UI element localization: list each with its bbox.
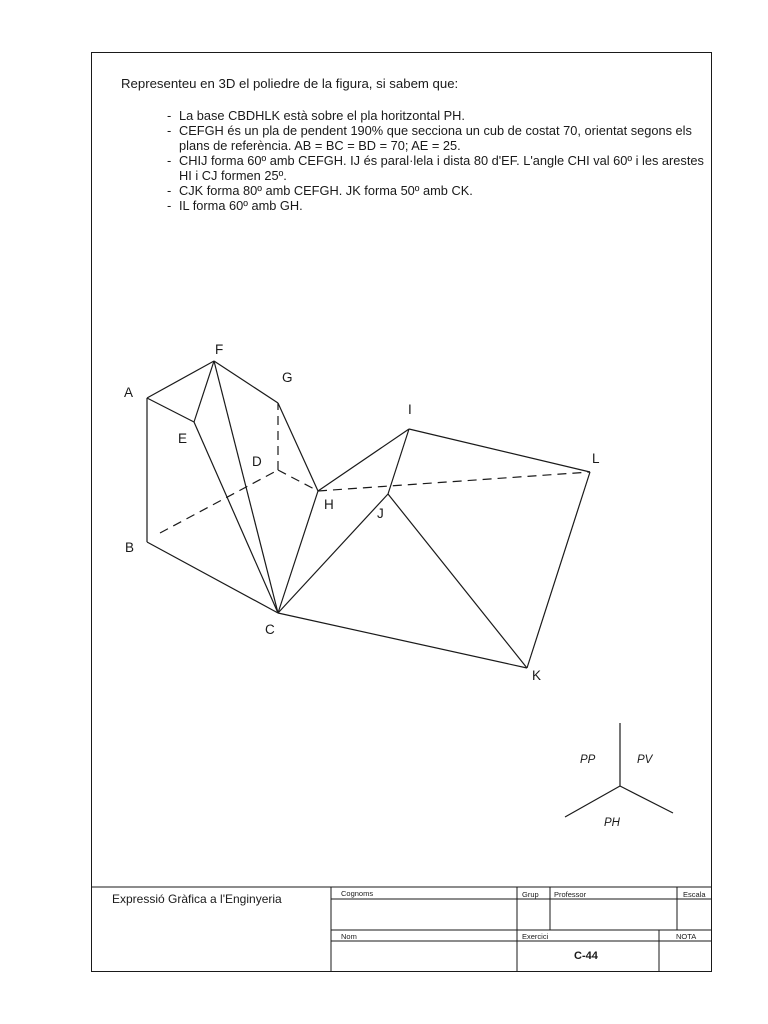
- hidden-edge-dh: [278, 470, 318, 491]
- subject-title: Expressió Gràfica a l'Enginyeria: [112, 892, 282, 906]
- edge-lk: [527, 472, 590, 668]
- axis-label-ph: PH: [604, 817, 620, 829]
- vertex-label-k: K: [532, 668, 542, 683]
- vertex-label-c: C: [265, 622, 275, 637]
- vertex-label-j: J: [377, 506, 384, 521]
- condition-item: - IL forma 60º amb GH.: [167, 198, 707, 213]
- edge-hi: [318, 429, 409, 491]
- vertex-label-a: A: [124, 385, 134, 400]
- axis-right: [620, 786, 673, 813]
- exercise-code: C-44: [574, 950, 598, 962]
- statement-intro: Representeu en 3D el poliedre de la figura, si sabem que:: [121, 76, 459, 91]
- condition-item: - CJK forma 80º amb CEFGH. JK forma 50º amb CK.: [167, 183, 707, 198]
- escala-label: Escala: [683, 890, 706, 899]
- vertex-label-f: F: [215, 342, 224, 357]
- edge-il: [409, 429, 590, 472]
- vertex-label-l: L: [592, 451, 600, 466]
- edge-ij: [388, 429, 409, 494]
- reference-axes: [565, 723, 673, 817]
- professor-label: Professor: [554, 890, 587, 899]
- hidden-edge-hl: [318, 472, 590, 491]
- vertex-label-h: H: [324, 497, 334, 512]
- nota-label: NOTA: [676, 932, 697, 941]
- nom-label: Nom: [341, 932, 357, 941]
- edge-hc: [278, 491, 318, 613]
- cognoms-label: Cognoms: [341, 889, 374, 898]
- condition-item: - La base CBDHLK està sobre el pla horitzontal PH.: [167, 108, 707, 123]
- vertex-label-e: E: [178, 431, 188, 446]
- edge-ec: [194, 422, 278, 613]
- edge-ae: [147, 398, 194, 422]
- grup-label: Grup: [522, 890, 539, 899]
- condition-item: - CHIJ forma 60º amb CEFGH. IJ és paral·lela i dista 80 d'EF. L'angle CHI val 60º i les arestes HI i CJ formen 25º.: [167, 153, 707, 183]
- vertex-label-g: G: [282, 370, 293, 385]
- condition-item: - CEFGH és un pla de pendent 190% que secciona un cub de costat 70, orientat segons els plans de referència. AB = BC = BD = 70; AE = 25.: [167, 123, 707, 153]
- vertex-label-b: B: [125, 540, 135, 555]
- edge-gh: [278, 403, 318, 491]
- vertex-label-d: D: [252, 454, 262, 469]
- axis-label-pv: PV: [637, 754, 653, 766]
- exercici-label: Exercici: [522, 932, 549, 941]
- axis-label-pp: PP: [580, 754, 596, 766]
- axis-left: [565, 786, 620, 817]
- vertex-label-i: I: [408, 402, 412, 417]
- edge-bc: [147, 542, 278, 613]
